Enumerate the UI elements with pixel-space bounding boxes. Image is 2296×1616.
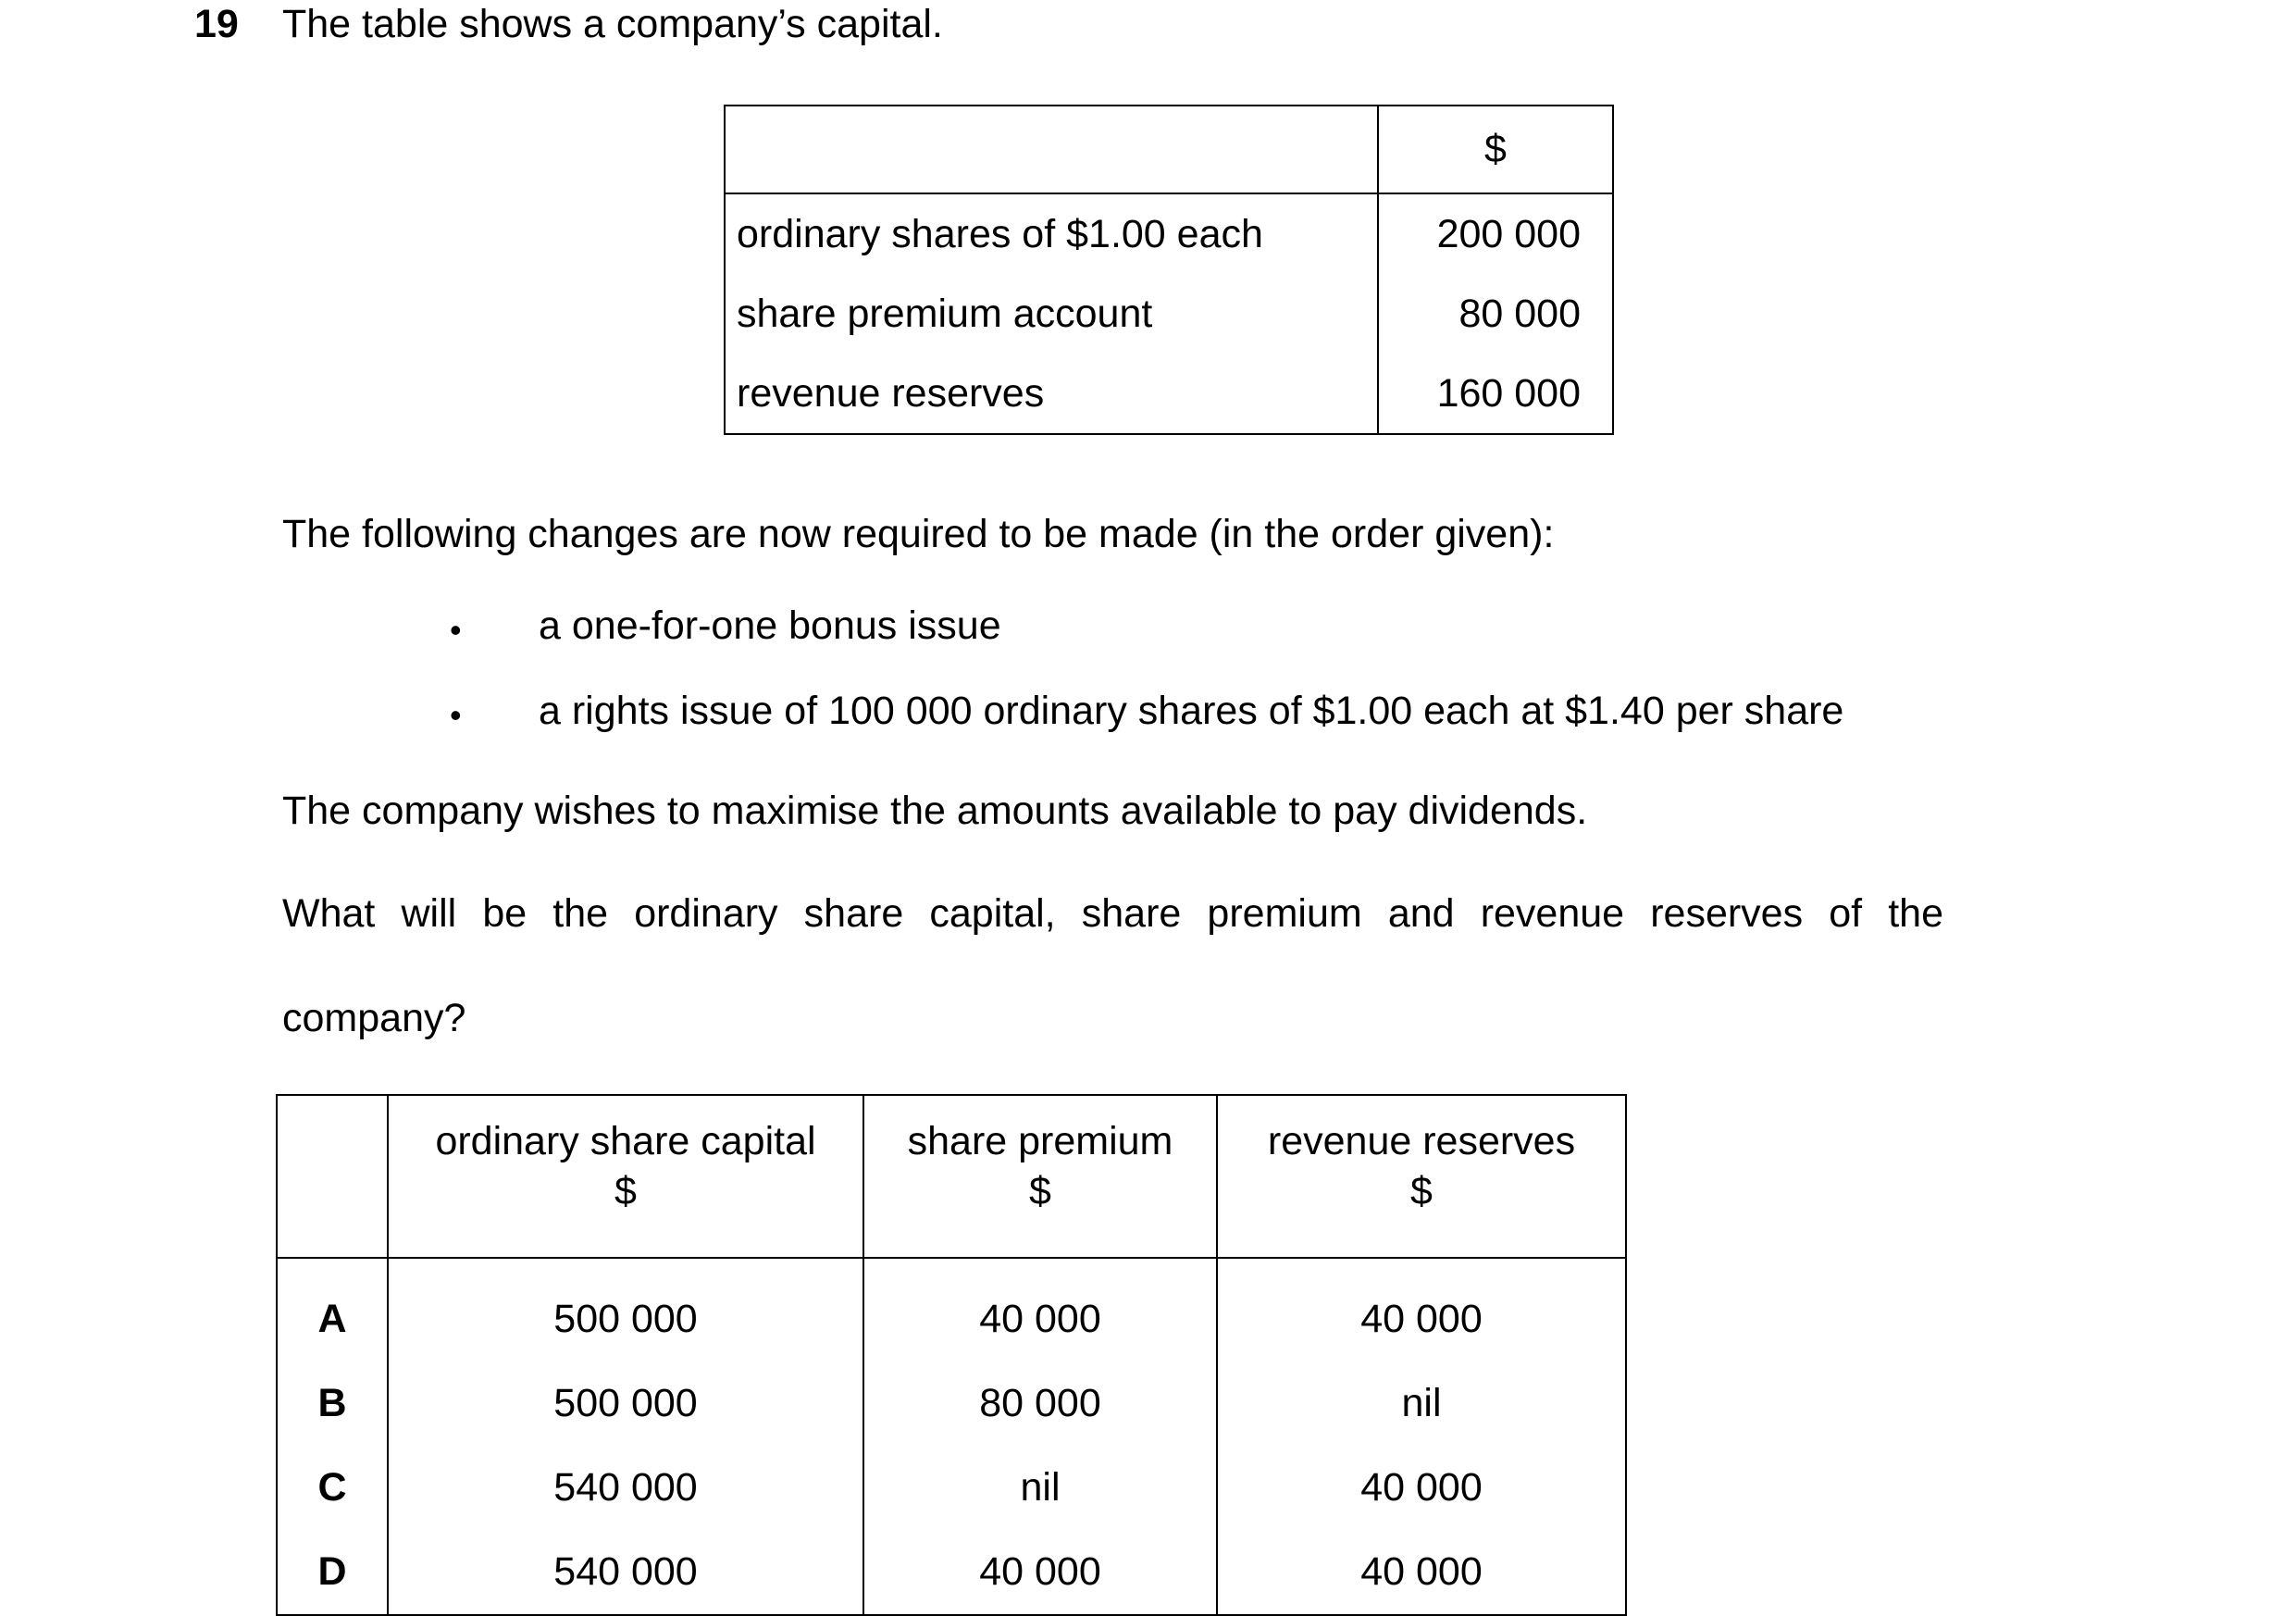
capital-row-label: revenue reserves [725,354,1378,434]
option-value: 40 000 [863,1258,1217,1361]
bullet-item: a rights issue of 100 000 ordinary shares of $1.00 each at $1.40 per share [539,689,1844,733]
option-letter: B [277,1361,388,1446]
capital-row-value: 80 000 [1458,292,1581,336]
capital-table [724,105,1614,435]
options-header-empty [277,1095,388,1258]
column-title: share premium [907,1119,1173,1163]
options-column-header [1217,1095,1626,1258]
capital-table-row [725,274,1613,354]
column-title: ordinary share capital [435,1119,816,1163]
option-letter: A [277,1258,388,1361]
options-column-header [388,1095,863,1258]
question-line: company? [282,996,466,1040]
option-letter: C [277,1446,388,1530]
option-value: nil [863,1446,1217,1530]
options-table [276,1094,1627,1616]
question-line: What will be the ordinary share capital, share premium and revenue reserves of the [282,891,1943,936]
option-value: 40 000 [1217,1258,1626,1361]
option-row-b [277,1361,1626,1446]
capital-table-currency-header: $ [1378,106,1613,193]
option-value: 540 000 [388,1530,863,1615]
column-title: revenue reserves [1267,1119,1576,1163]
options-header-row [277,1095,1626,1258]
bullet-item: a one-for-one bonus issue [539,603,1001,648]
options-column-header [863,1095,1217,1258]
option-row-a [277,1258,1626,1361]
option-value: 80 000 [863,1361,1217,1446]
option-value: 40 000 [1217,1530,1626,1615]
column-unit: $ [1410,1169,1433,1213]
bullet-marker: • [450,611,462,649]
option-row-d [277,1530,1626,1615]
question-stem: The table shows a company’s capital. [282,2,943,46]
option-value: 500 000 [388,1361,863,1446]
bullet-marker: • [450,696,462,734]
capital-table-row [725,193,1613,274]
option-value: 540 000 [388,1446,863,1530]
option-value: 40 000 [863,1530,1217,1615]
question-number: 19 [194,2,239,46]
option-value: 500 000 [388,1258,863,1361]
capital-table-header-empty [725,106,1378,193]
changes-intro: The following changes are now required to be made (in the order given): [282,512,1555,556]
column-unit: $ [1029,1169,1051,1213]
dividend-statement: The company wishes to maximise the amounts available to pay dividends. [282,789,1588,833]
capital-row-value: 160 000 [1436,371,1581,416]
capital-row-value: 200 000 [1436,212,1581,256]
option-letter: D [277,1530,388,1615]
capital-table-row [725,354,1613,434]
option-value: nil [1217,1361,1626,1446]
capital-row-label: share premium account [725,274,1378,354]
capital-row-label: ordinary shares of $1.00 each [725,193,1378,274]
column-unit: $ [614,1169,637,1213]
capital-table-header-row [725,106,1613,193]
option-row-c [277,1446,1626,1530]
option-value: 40 000 [1217,1446,1626,1530]
